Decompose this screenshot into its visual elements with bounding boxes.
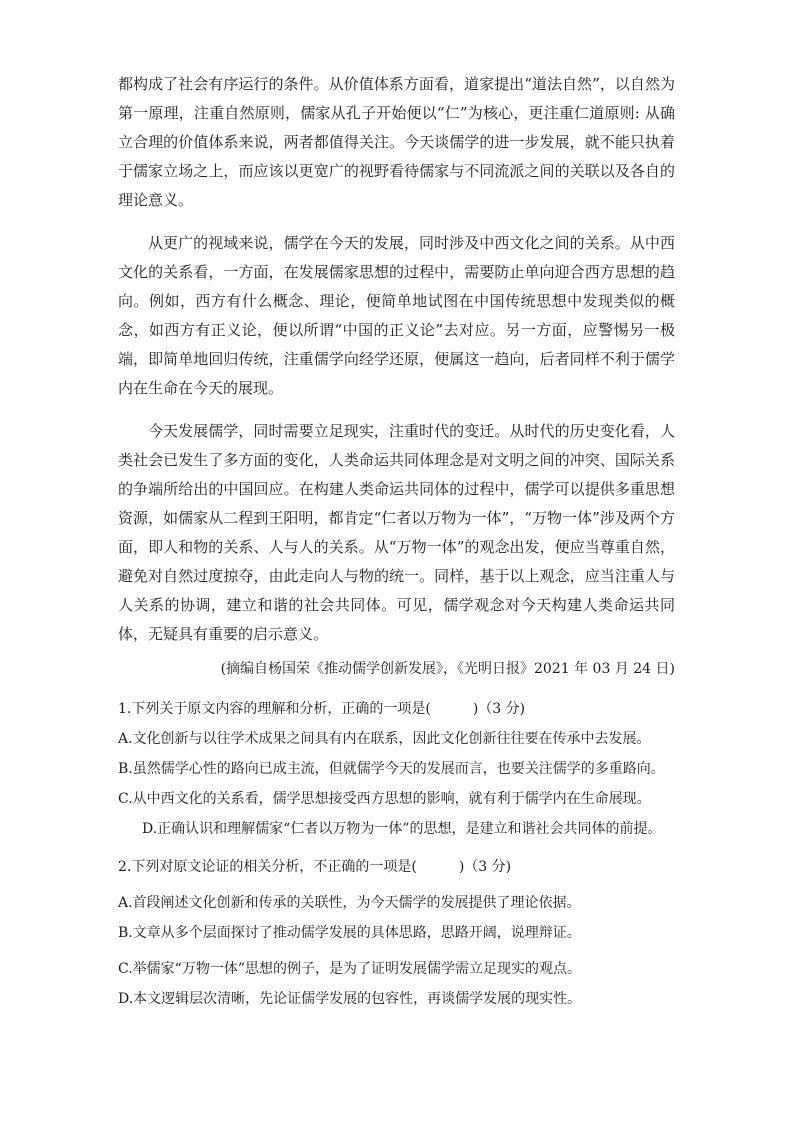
question-stem: 2.下列对原文论证的相关分析，不正确的一项是( )（3 分) <box>118 859 512 875</box>
question-1 <box>118 694 675 844</box>
article-source: (摘编自杨国荣《推动儒学创新发展》，《光明日报》2021 年 03 月 24 日) <box>220 661 675 677</box>
option-b: B.文章从多个层面探讨了推动儒学发展的具体思路，思路开阔，说理辩证。 <box>118 925 581 941</box>
option-d: D.正确认识和理解儒家“仁者以万物为一体”的思想，是建立和谐社会共同体的前提。 <box>142 821 662 837</box>
question-stem: 1.下列关于原文内容的理解和分析，正确的一项是( )（3 分) <box>118 701 526 717</box>
article-paragraph-3: 今天发展儒学，同时需要立足现实，注重时代的变迁。从时代的历史变化看，人类社会已发生了多方面的变化，人类命运共同体理念是对文明之间的冲突、国际关系的争端所给出的中国回应。在构建人类命运共同体的过程中，儒学可以提供多重思想资源，如儒家从二程到王阳明，都肯定“仁者以万物为一体”，“万物一体”涉及两个方面，即人和物的关系、人与人的关系。从“万物一体”的观念出发，便应当尊重自然，避免对自然过度掠夺，由此走向人与物的统一。同样，基于以上观念，应当注重人与人关系的协调，建立和谐的社会共同体。可见，儒学观念对今天构建人类命运共同体，无疑具有重要的启示意义。 <box>118 422 675 643</box>
option-c: C.举儒家“万物一体”思想的例子，是为了证明发展儒学需立足现实的观点。 <box>118 961 581 977</box>
document-page <box>118 70 675 1014</box>
article-paragraph-1: 都构成了社会有序运行的条件。从价值体系方面看，道家提出“道法自然”，以自然为第一原理，注重自然原则，儒家从孔子开始便以“仁”为核心，更注重仁道原则: 从确立合理的价值体系来说，两者都值得关注。今天谈儒学的进一步发展，就不能只执着于儒家立场之上，而应该以更宽广的视野看待儒家与不同流派之间的关联以及各自的理论意义。 <box>118 75 675 209</box>
option-a: A.文化创新与以往学术成果之间具有内在联系，因此文化创新往往要在传承中去发展。 <box>118 731 651 747</box>
option-c: C.从中西文化的关系看，儒学思想接受西方思想的影响，就有利于儒学内在生命展现。 <box>118 791 651 807</box>
option-d: D.本文逻辑层次清晰，先论证儒学发展的包容性，再谈儒学发展的现实性。 <box>118 991 582 1007</box>
article-paragraph-2: 从更广的视域来说，儒学在今天的发展，同时涉及中西文化之间的关系。从中西文化的关系看，一方面，在发展儒家思想的过程中，需要防止单向迎合西方思想的趋向。例如，西方有什么概念、理论，便简单地试图在中国传统思想中发现类似的概念，如西方有正义论，便以所谓“中国的正义论”去对应。另一方面，应警惕另一极端，即简单地回归传统，注重儒学向经学还原，便属这一趋向，后者同样不利于儒学内在生命在今天的展现。 <box>118 234 675 397</box>
option-b: B.虽然儒学心性的路向已成主流，但就儒学今天的发展而言，也要关注儒学的多重路向。 <box>118 761 665 777</box>
option-a: A.首段阐述文化创新和传承的关联性，为今天儒学的发展提供了理论依据。 <box>118 895 581 911</box>
question-2 <box>118 852 675 1014</box>
